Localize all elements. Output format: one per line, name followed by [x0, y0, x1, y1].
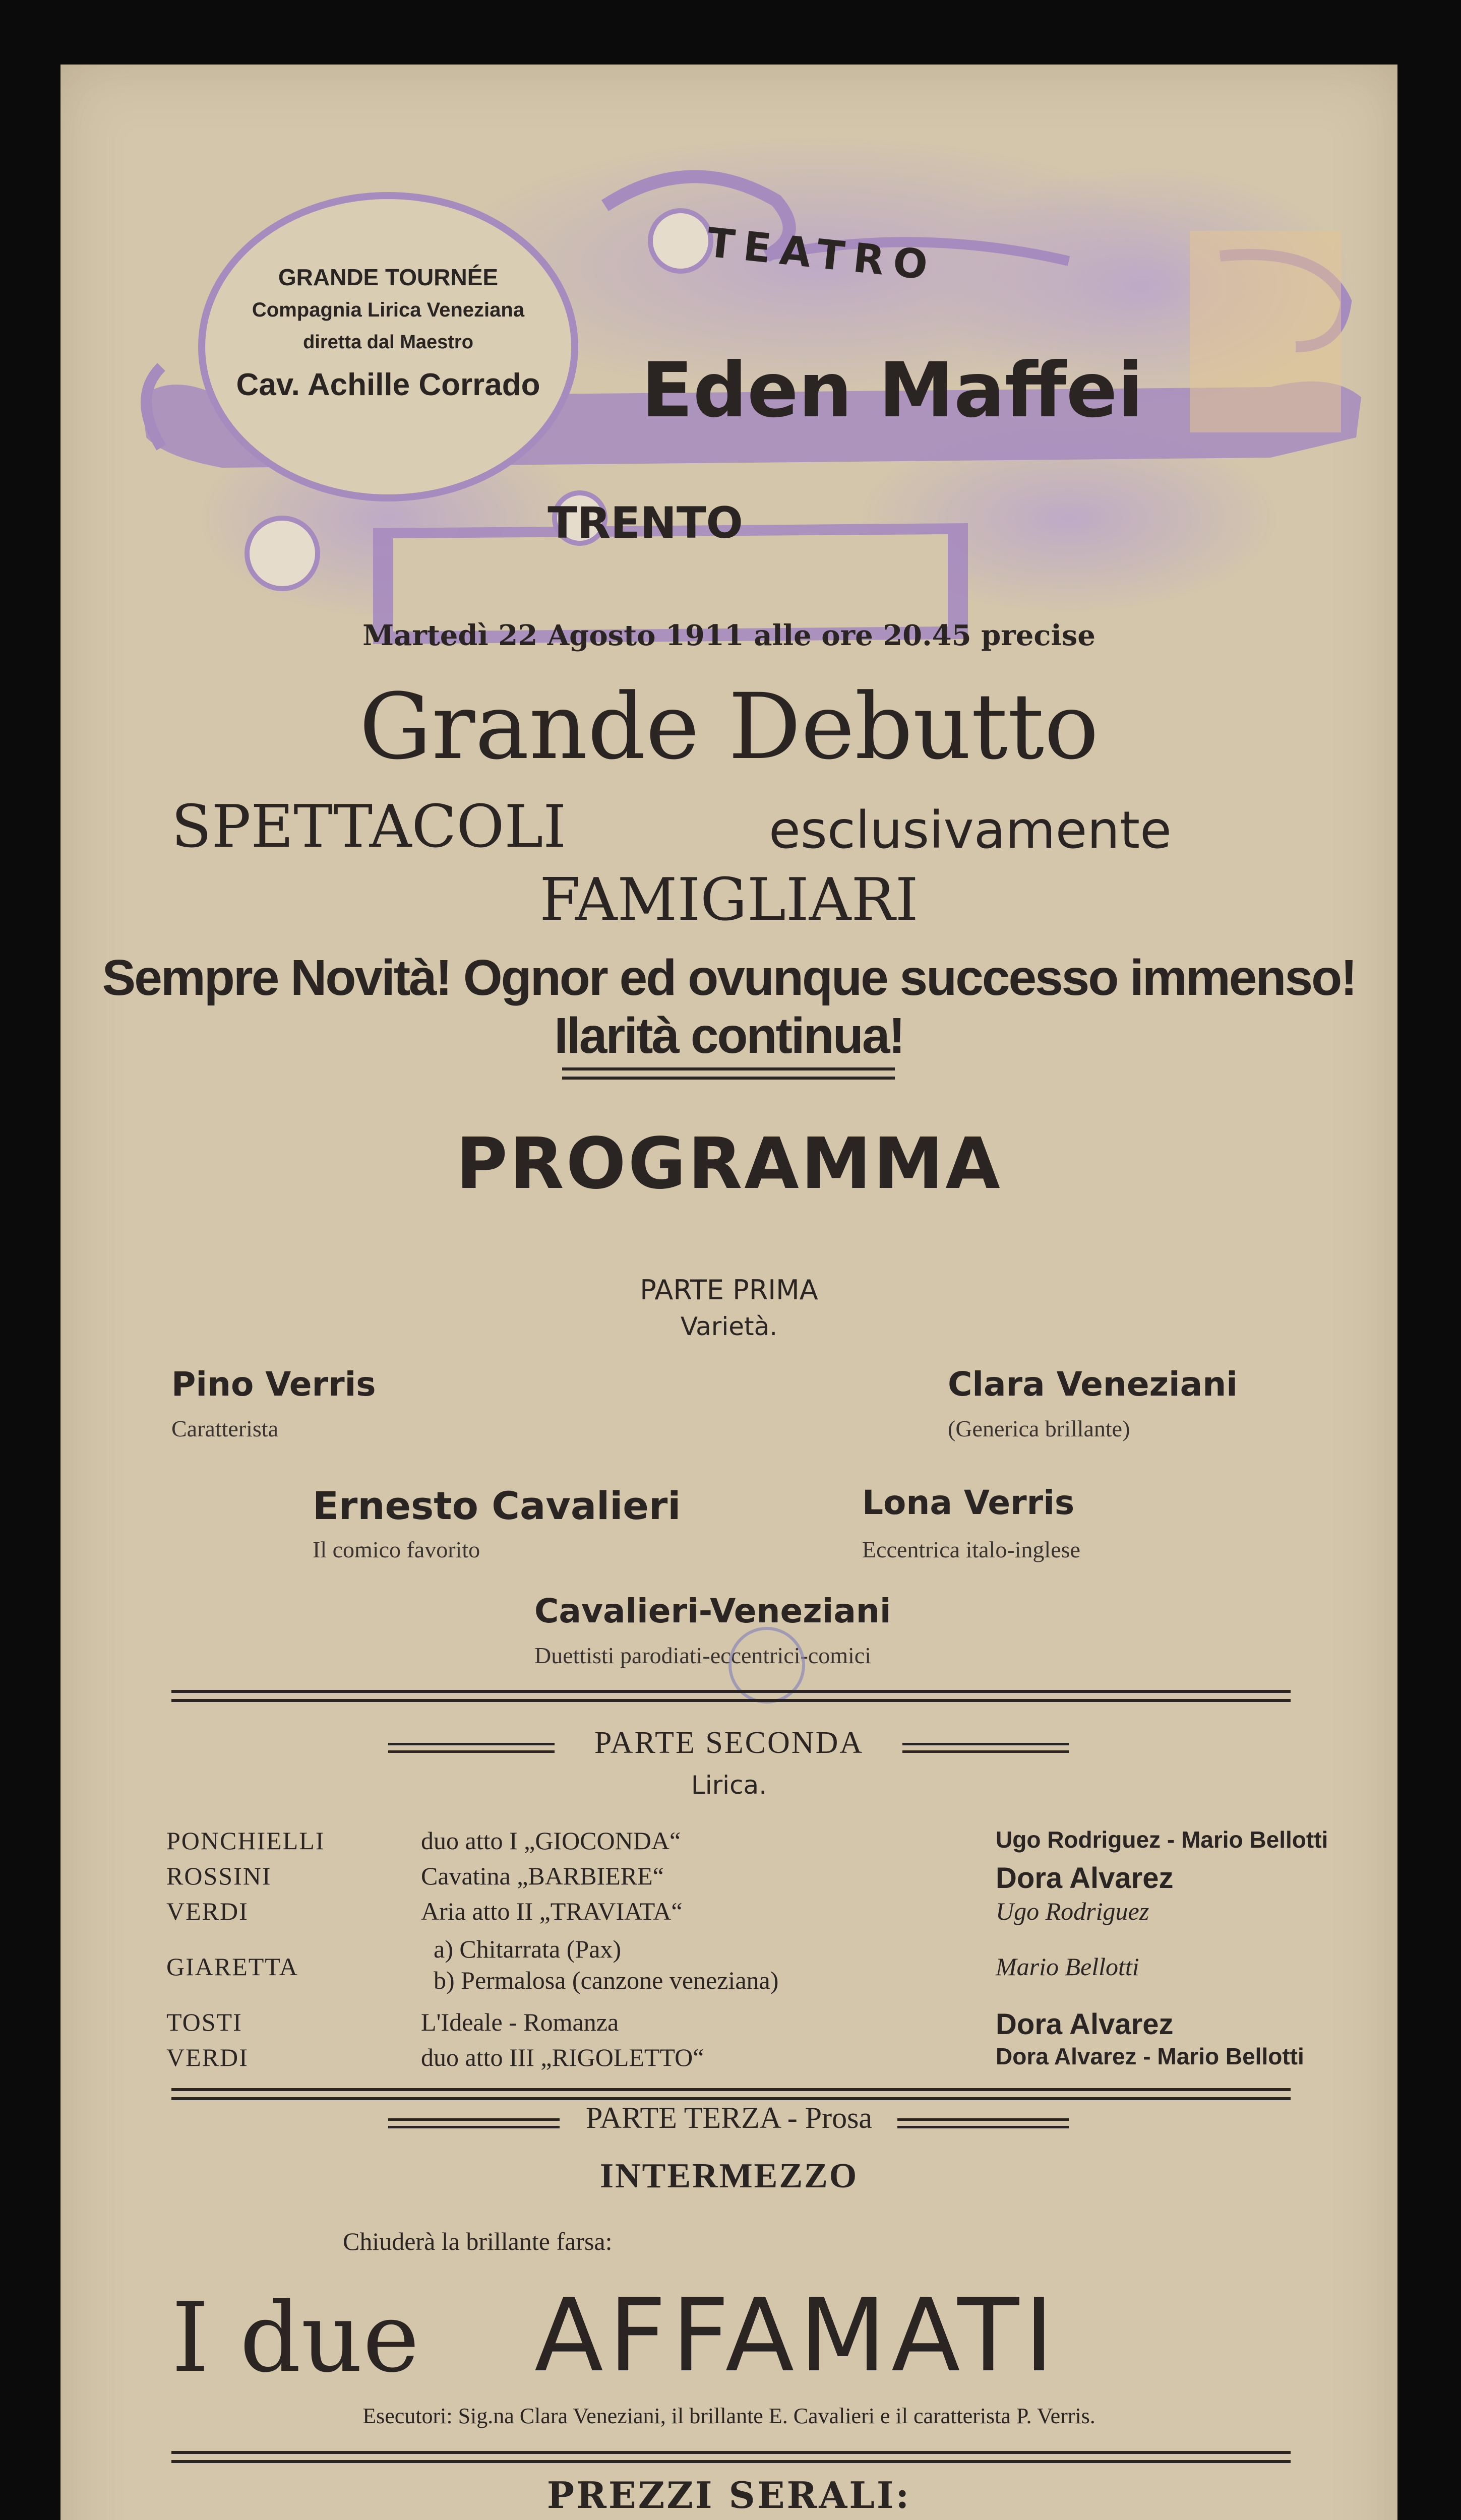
flourish-right [897, 2118, 1069, 2128]
date-line: Martedì 22 Agosto 1911 alle ore 20.45 precise [362, 619, 1095, 652]
performer-role: Duettisti parodiati-eccentrici-comici [534, 1643, 871, 1668]
performer-name: Lona Verris [862, 1483, 1075, 1522]
singer: Ugo Rodriguez [996, 1897, 1149, 1925]
flourish-right [902, 1743, 1069, 1753]
program-row [166, 2043, 1316, 2078]
composer: PONCHIELLI [166, 1826, 325, 1855]
tour-line-3: diretta dal Maestro [303, 332, 473, 353]
divider-parte-seconda [171, 1690, 1291, 1702]
piece: duo atto I „GIOCONDA“ [421, 1826, 681, 1855]
piece: a) Chitarrata (Pax) [434, 1935, 622, 1963]
divider-short [562, 1067, 895, 1080]
theatre-label: TEATRO [704, 219, 939, 290]
singer: Dora Alvarez [996, 1862, 1174, 1895]
farce-title-b: AFFAMATI [534, 2277, 1059, 2395]
parte-seconda-subtitle: Lirica. [691, 1771, 767, 1800]
program-row [166, 1826, 1328, 1861]
theatre-name: Eden Maffei [641, 347, 1143, 434]
city-name: TRENTO [547, 498, 743, 548]
headline-esclusivamente: esclusivamente [769, 800, 1172, 860]
performer-role: Caratterista [171, 1416, 279, 1441]
composer: TOSTI [166, 2008, 242, 2036]
farce-title-a: I due [171, 2282, 419, 2393]
composer: ROSSINI [166, 1862, 272, 1890]
performer-name: Cavalieri-Veneziani [534, 1592, 891, 1630]
performer-name: Ernesto Cavalieri [313, 1483, 681, 1528]
composer: VERDI [166, 2043, 249, 2071]
executors-line: Esecutori: Sig.na Clara Veneziani, il brillante E. Cavalieri e il caratterista P. Verris. [362, 2404, 1095, 2428]
piece: duo atto III „RIGOLETTO“ [421, 2043, 704, 2071]
parte-terza-title: PARTE TERZA - Prosa [585, 2101, 873, 2134]
divider-prices [171, 2451, 1291, 2463]
headline-spettacoli: SPETTACOLI [171, 793, 567, 861]
poster [60, 65, 1397, 2520]
piece: Cavatina „BARBIERE“ [421, 1862, 664, 1890]
programma-title: PROGRAMMA [456, 1123, 1002, 1205]
performer-name: Pino Verris [171, 1365, 376, 1404]
singer: Dora Alvarez [996, 2008, 1174, 2041]
composer: VERDI [166, 1897, 249, 1925]
performer-role: (Generica brillante) [948, 1416, 1130, 1441]
singer: Ugo Rodriguez - Mario Bellotti [996, 1826, 1328, 1853]
headline-famigliari: FAMIGLIARI [539, 866, 919, 934]
tour-line-4: Cav. Achille Corrado [236, 367, 540, 402]
singer: Dora Alvarez - Mario Bellotti [996, 2043, 1304, 2069]
composer: GIARETTA [166, 1952, 298, 1981]
tour-line-1: GRANDE TOURNÉE [278, 264, 499, 290]
program-row [166, 1861, 1316, 1897]
parte-prima-title: PARTE PRIMA [640, 1274, 818, 1306]
piece: L'Ideale - Romanza [421, 2008, 619, 2036]
performer-role: Il comico favorito [313, 1537, 480, 1562]
program-row [166, 2007, 1316, 2043]
headline-slogan: Sempre Novità! Ognor ed ovunque successo immenso! Ilarità continua! [102, 950, 1356, 1064]
intermezzo-label: INTERMEZZO [599, 2157, 859, 2195]
program-row [166, 1897, 1316, 1932]
headline-debutto: Grande Debutto [359, 674, 1099, 780]
closing-intro: Chiuderà la brillante farsa: [343, 2227, 613, 2255]
parte-seconda-title: PARTE SECONDA [594, 1726, 864, 1760]
divider-parte-terza [171, 2088, 1291, 2100]
piece-b: b) Permalosa (canzone veneziana) [434, 1966, 779, 1994]
performer-name: Clara Veneziani [948, 1365, 1238, 1404]
program-row [166, 1934, 1316, 2005]
piece: Aria atto II „TRAVIATA“ [421, 1897, 683, 1925]
parte-prima-subtitle: Varietà. [680, 1312, 778, 1341]
tour-line-2: Compagnia Lirica Veneziana [252, 299, 525, 321]
performer-role: Eccentrica italo-inglese [862, 1537, 1080, 1562]
prices-title: PREZZI SERALI: [546, 2474, 911, 2516]
singer: Mario Bellotti [996, 1952, 1139, 1981]
